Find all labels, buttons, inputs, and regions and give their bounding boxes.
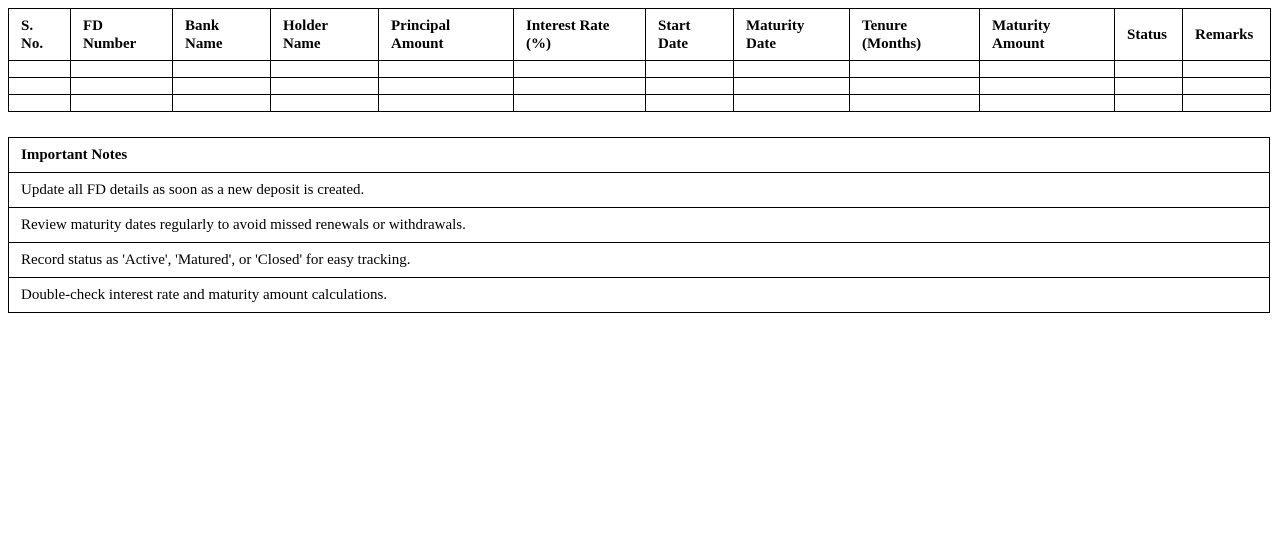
note-item: Record status as 'Active', 'Matured', or 'Closed' for easy tracking. xyxy=(9,243,1270,278)
header-bank-name: Bank Name xyxy=(173,9,271,61)
header-fd-number: FD Number xyxy=(71,9,173,61)
table-cell[interactable] xyxy=(646,78,734,95)
note-item: Update all FD details as soon as a new deposit is created. xyxy=(9,173,1270,208)
notes-title: Important Notes xyxy=(9,138,1270,173)
table-cell[interactable] xyxy=(1183,61,1271,78)
note-row xyxy=(9,278,1270,313)
table-row xyxy=(9,61,1271,78)
note-row xyxy=(9,243,1270,278)
note-item: Double-check interest rate and maturity amount calculations. xyxy=(9,278,1270,313)
header-maturity-amount: Maturity Amount xyxy=(980,9,1115,61)
table-cell[interactable] xyxy=(379,95,514,112)
header-row xyxy=(9,9,1271,61)
table-cell[interactable] xyxy=(646,95,734,112)
table-cell[interactable] xyxy=(646,61,734,78)
table-cell[interactable] xyxy=(271,78,379,95)
table-cell[interactable] xyxy=(71,61,173,78)
table-cell[interactable] xyxy=(173,61,271,78)
table-cell[interactable] xyxy=(71,95,173,112)
table-cell[interactable] xyxy=(173,95,271,112)
note-row xyxy=(9,173,1270,208)
table-row xyxy=(9,78,1271,95)
table-cell[interactable] xyxy=(271,95,379,112)
header-tenure: Tenure (Months) xyxy=(850,9,980,61)
table-cell[interactable] xyxy=(980,78,1115,95)
table-row xyxy=(9,95,1271,112)
fd-tracker-table xyxy=(8,8,1271,112)
important-notes-table xyxy=(8,137,1270,313)
table-cell[interactable] xyxy=(9,61,71,78)
table-cell[interactable] xyxy=(734,78,850,95)
table-cell[interactable] xyxy=(1183,78,1271,95)
table-cell[interactable] xyxy=(379,61,514,78)
page-content xyxy=(8,8,1270,313)
table-cell[interactable] xyxy=(850,61,980,78)
table-cell[interactable] xyxy=(734,95,850,112)
header-principal-amount: Principal Amount xyxy=(379,9,514,61)
table-cell[interactable] xyxy=(1183,95,1271,112)
table-cell[interactable] xyxy=(514,78,646,95)
table-cell[interactable] xyxy=(1115,61,1183,78)
note-row xyxy=(9,208,1270,243)
header-interest-rate: Interest Rate (%) xyxy=(514,9,646,61)
table-cell[interactable] xyxy=(980,61,1115,78)
notes-header-row xyxy=(9,138,1270,173)
header-status: Status xyxy=(1115,9,1183,61)
table-cell[interactable] xyxy=(734,61,850,78)
header-maturity-date: Maturity Date xyxy=(734,9,850,61)
table-cell[interactable] xyxy=(9,78,71,95)
table-cell[interactable] xyxy=(9,95,71,112)
table-cell[interactable] xyxy=(514,95,646,112)
table-cell[interactable] xyxy=(850,95,980,112)
table-cell[interactable] xyxy=(980,95,1115,112)
table-cell[interactable] xyxy=(173,78,271,95)
table-cell[interactable] xyxy=(71,78,173,95)
note-item: Review maturity dates regularly to avoid missed renewals or withdrawals. xyxy=(9,208,1270,243)
header-remarks: Remarks xyxy=(1183,9,1271,61)
table-cell[interactable] xyxy=(850,78,980,95)
table-cell[interactable] xyxy=(1115,78,1183,95)
header-start-date: Start Date xyxy=(646,9,734,61)
table-cell[interactable] xyxy=(514,61,646,78)
table-cell[interactable] xyxy=(379,78,514,95)
table-cell[interactable] xyxy=(271,61,379,78)
header-holder-name: Holder Name xyxy=(271,9,379,61)
table-cell[interactable] xyxy=(1115,95,1183,112)
header-s-no: S. No. xyxy=(9,9,71,61)
